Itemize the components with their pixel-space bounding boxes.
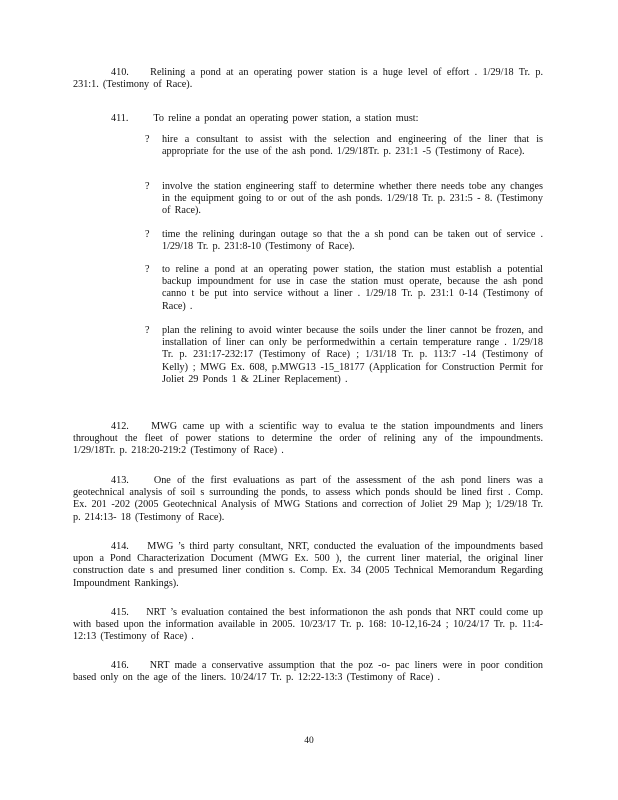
paragraph-410	[73, 67, 543, 91]
paragraph-text: One of the first evaluations as part of the assessment of the ash pond liners was a geotechnical analysis of soil s surrounding the ponds, to assess which ponds should be lined first . Comp. Ex. 201 -202 (2005 Geotechnical Analysis of MWG Stations and correction of Joliet 29 Map ); 1/29/18 Tr. p. 214:13- 18 (Testimony of Race).	[73, 475, 543, 523]
bullet-marker: ?	[145, 181, 150, 192]
paragraph-number: 416.	[111, 660, 129, 671]
page-number: 40	[304, 736, 314, 746]
paragraph-413	[73, 475, 543, 524]
paragraph-412	[73, 421, 543, 458]
paragraph-416	[73, 660, 543, 684]
paragraph-number: 415.	[111, 607, 129, 618]
bullet-text: plan the relining to avoid winter because the soils under the liner cannot be frozen, and installation of liner can only be performedwithin a certain temperature range . 1/29/18 Tr. p. 231:17-232:17 (Testimony of Race) ; 1/31/18 Tr. p. 113:7 -14 (Testimony of Kelly) ; MWG Ex. 608, p.MWG13 -15_18177 (Application for Construction Permit for Joliet 29 Ponds 1 & 2Liner Replacement) .	[162, 325, 543, 385]
bullet-item-consultant	[145, 134, 543, 158]
paragraph-number: 411.	[111, 113, 129, 124]
bullet-item-backup-impoundment	[145, 264, 543, 313]
bullet-marker: ?	[145, 229, 150, 240]
bullet-text: time the relining duringan outage so that the a sh pond can be taken out of service . 1/29/18 Tr. p. 231:8-10 (Testimony of Race).	[162, 229, 543, 253]
bullet-text: to reline a pond at an operating power station, the station must establish a potential backup impoundment for use in case the station must operate, because the ash pond canno t be put into service without a liner . 1/29/18 Tr. p. 231:1 0-14 (Testimony of Race) .	[162, 264, 543, 312]
paragraph-411	[111, 113, 541, 125]
bullet-item-winter	[145, 325, 543, 386]
paragraph-text: MWG ’s third party consultant, NRT, conducted the evaluation of the impoundments based upon a Pond Characterization Document (MWG Ex. 500 ), the current liner material, the original liner construction date s and presumed liner condition s. Comp. Ex. 34 (2005 Technical Memorandum Regarding Impoundment Rankings).	[73, 541, 543, 589]
paragraph-number: 412.	[111, 421, 129, 432]
paragraph-414	[73, 541, 543, 590]
paragraph-number: 414.	[111, 541, 129, 552]
bullet-marker: ?	[145, 264, 150, 275]
bullet-marker: ?	[145, 325, 150, 336]
paragraph-text: NRT ’s evaluation contained the best informationon the ash ponds that NRT could come up with based upon the information available in 2005. 10/23/17 Tr. p. 168: 10-12,16-24 ; 10/24/17 Tr. p. 11:4-12:13 (Testimony of Race) .	[73, 607, 543, 643]
bullet-marker: ?	[145, 134, 150, 145]
bullet-text: hire a consultant to assist with the selection and engineering of the liner that is appropriate for the use of the ash pond. 1/29/18Tr. p. 231:1 -5 (Testimony of Race).	[162, 134, 543, 158]
paragraph-text: MWG came up with a scientific way to evalua te the station impoundments and liners throughout the fleet of power stations to determine the order of relining any of the impoundments. 1/29/18Tr. p. 218:20-219:2 (Testimony of Race) .	[73, 421, 544, 457]
paragraph-415	[73, 607, 543, 644]
paragraph-number: 410.	[111, 67, 129, 78]
bullet-item-engineering	[145, 181, 543, 218]
paragraph-number: 413.	[111, 475, 129, 486]
bullet-item-outage	[145, 229, 543, 253]
paragraph-text: To reline a pondat an operating power station, a station must:	[153, 113, 419, 124]
bullet-text: involve the station engineering staff to determine whether there needs tobe any changes in the equipment going to or out of the ash ponds. 1/29/18 Tr. p. 231:5 - 8. (Testimony of Race).	[162, 181, 543, 217]
paragraph-text: NRT made a conservative assumption that the poz -o- pac liners were in poor condition based only on the age of the liners. 10/24/17 Tr. p. 12:22-13:3 (Testimony of Race) .	[73, 660, 544, 684]
paragraph-text: Relining a pond at an operating power station is a huge level of effort . 1/29/18 Tr. p. 231:1. (Testimony of Race).	[73, 67, 544, 91]
